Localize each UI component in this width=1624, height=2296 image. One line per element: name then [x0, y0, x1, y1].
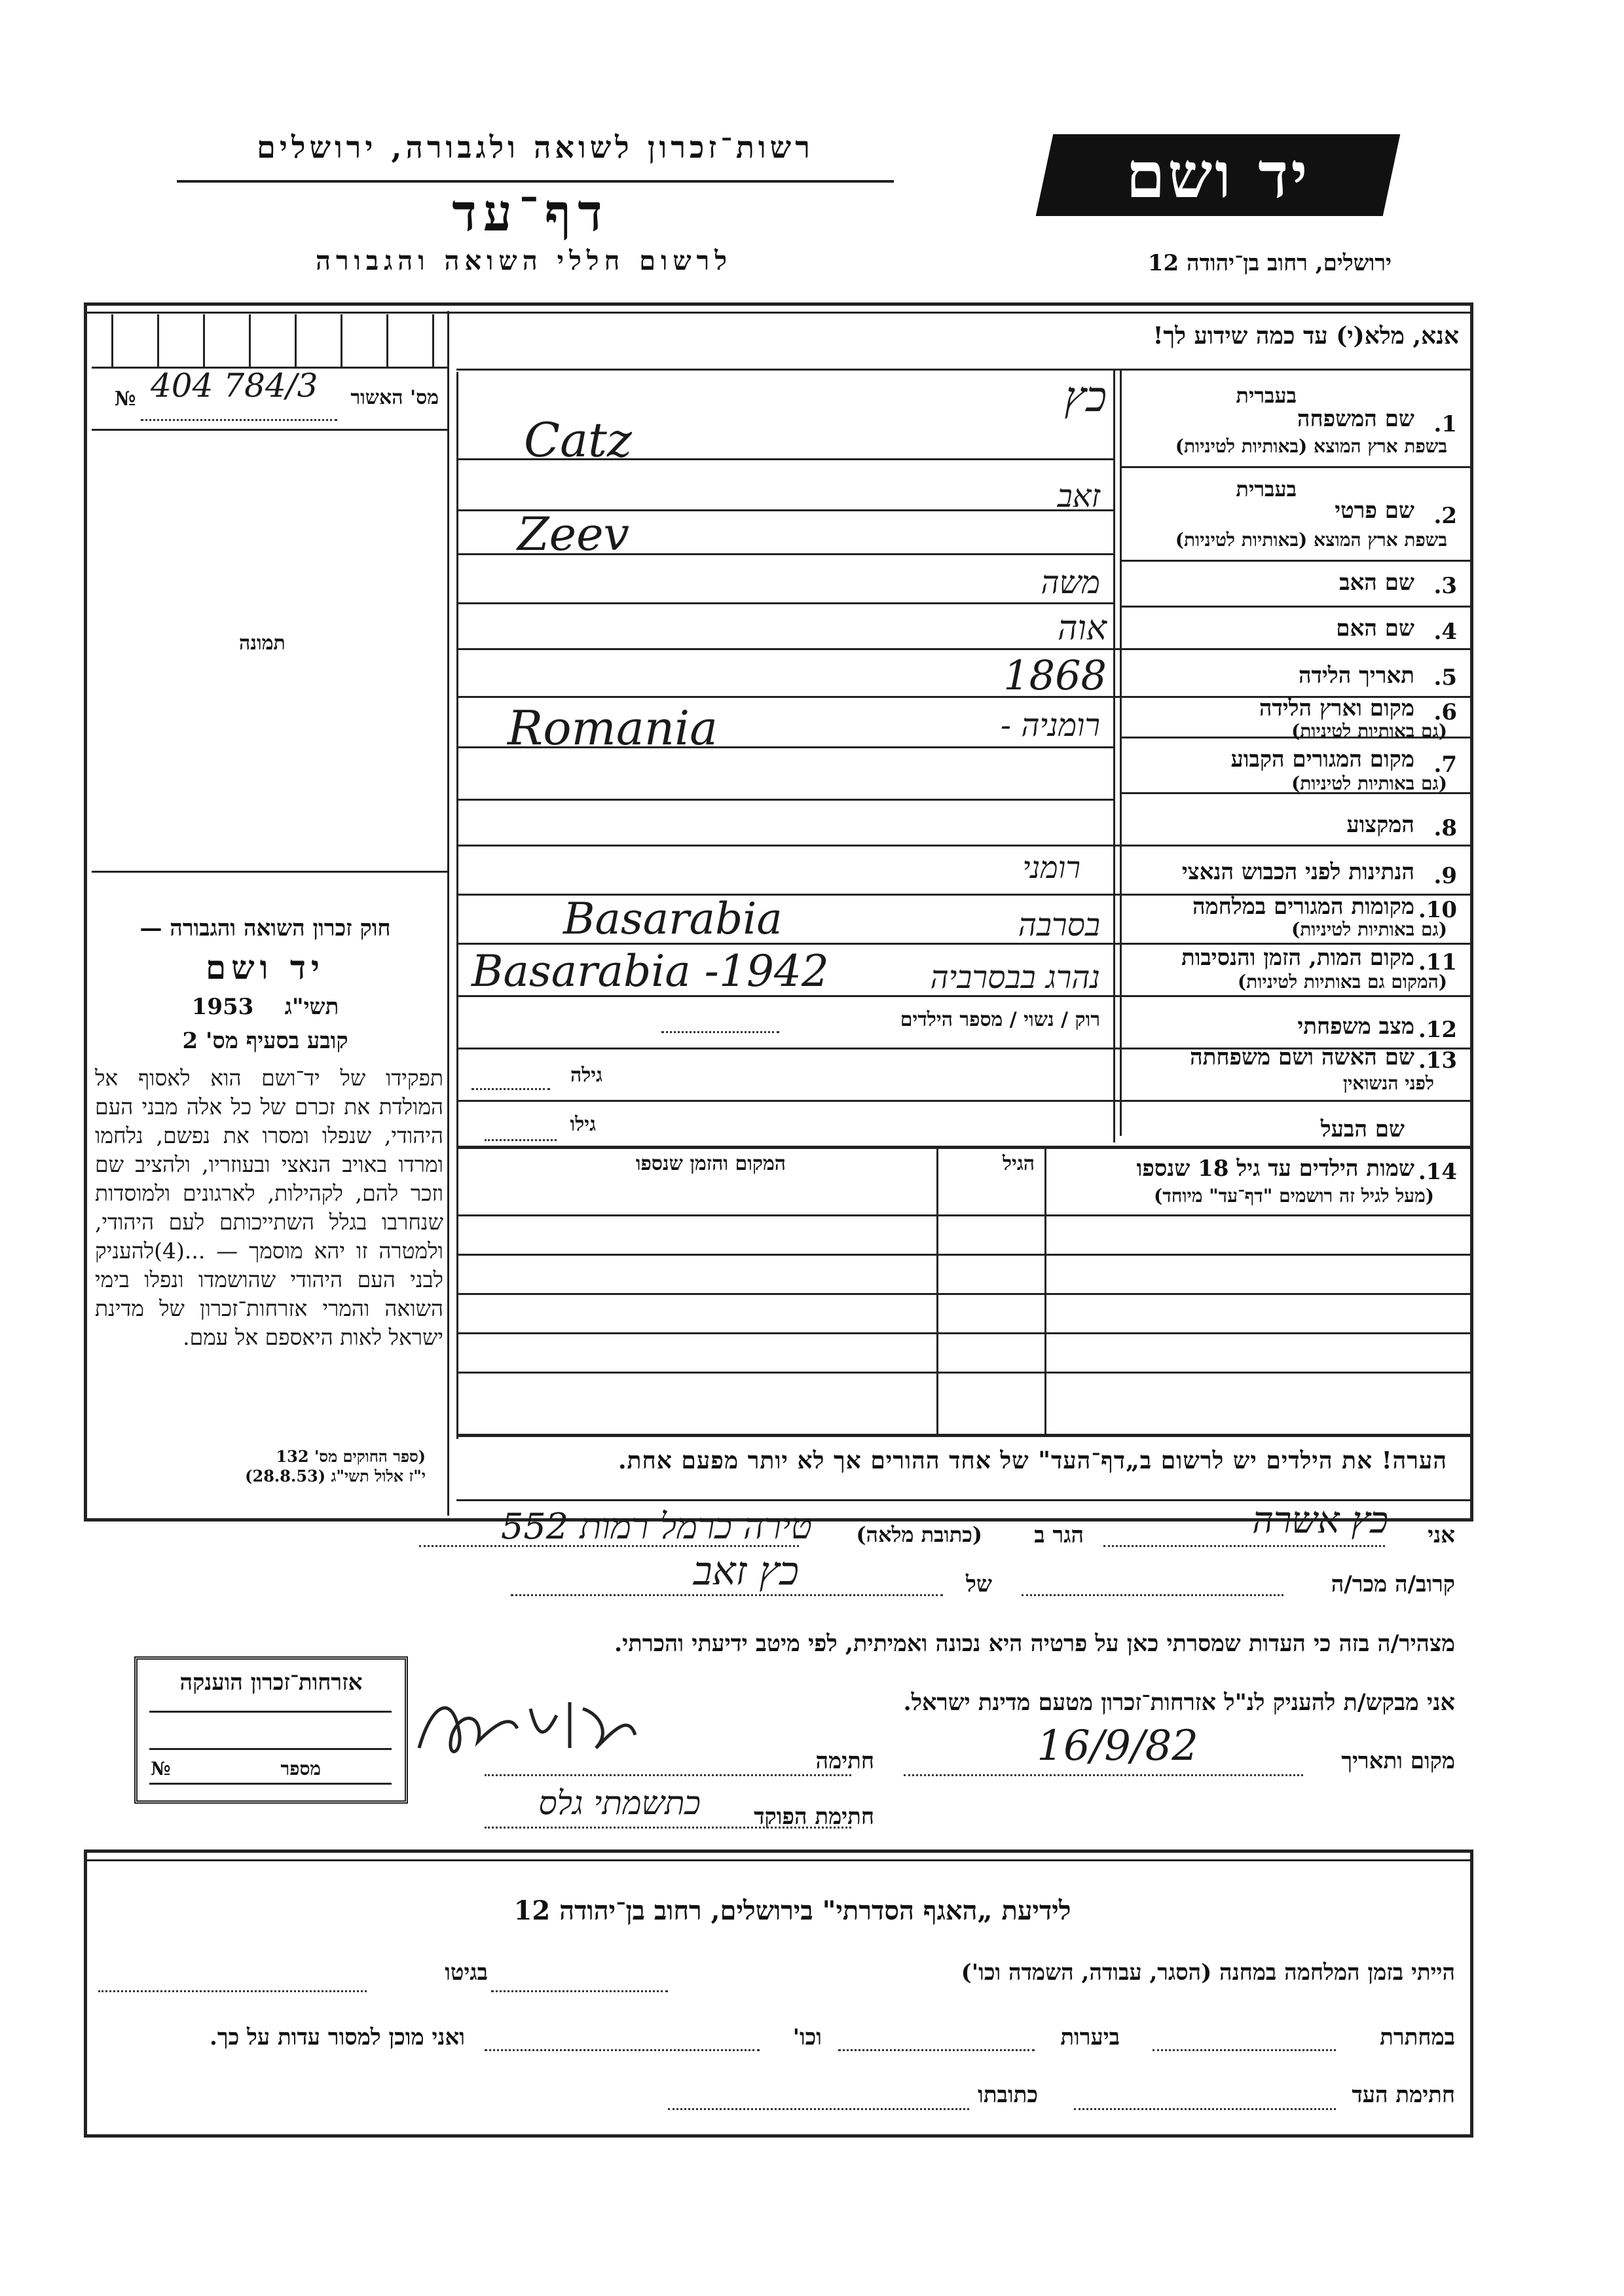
field-7-sub: (גם באותיות לטיניות) [1291, 773, 1447, 794]
approval-dots [141, 419, 337, 421]
field-3-hw[interactable]: משה [1041, 564, 1100, 601]
field-husband-age-dots [485, 1139, 557, 1141]
decl-hw-relative[interactable]: כץ זאב [693, 1548, 799, 1594]
bottom-line2-c: וכו' [792, 2024, 822, 2050]
field-6-label: מקום וארץ הלידה [1259, 695, 1414, 721]
decl-name-line [1103, 1545, 1385, 1547]
law-year [92, 994, 439, 1020]
row-sep [1120, 560, 1473, 562]
field-1-hebrew-tag: בעברית [1236, 383, 1297, 408]
children-row [456, 1214, 1473, 1216]
field-5-number: 5. [1433, 665, 1457, 691]
field-12-number: 12. [1418, 1017, 1457, 1043]
citizenship-line-2 [149, 1748, 392, 1750]
children-row [456, 1254, 1473, 1256]
decl-hw-name[interactable]: כץ אשרה [1252, 1499, 1388, 1542]
field-2-hw-hebrew[interactable]: זאב [1057, 478, 1100, 515]
children-col-place: המקום והזמן שנספו [635, 1152, 786, 1175]
divider-sidebar-2 [456, 372, 458, 1439]
institution-underline [177, 180, 894, 183]
field-11-hw-hebrew[interactable]: נהרג בבסרביה [930, 959, 1100, 996]
field-9-hw[interactable]: רומני [1022, 850, 1080, 885]
row-sep [456, 1100, 1473, 1102]
children-bottom [456, 1434, 1473, 1437]
field-3-label: שם האב [1339, 570, 1414, 596]
field-10-hw-hebrew[interactable]: בסרבה [1018, 907, 1100, 943]
decl-place-date-label: מקום ותאריך [1341, 1748, 1455, 1774]
intro-text: אנא, מלא(י) עד כמה שידוע לך! [1153, 322, 1459, 350]
citizenship-title: אזרחות־זכרון הוענקה [179, 1669, 363, 1696]
children-row [456, 1293, 1473, 1295]
decl-signature-mark[interactable] [406, 1689, 642, 1768]
citizenship-line-3 [149, 1783, 392, 1785]
field-13-number: 13. [1418, 1048, 1457, 1074]
decl-hw-address[interactable]: טירה כרמל רמות 552 [501, 1506, 812, 1547]
institution-name: רשות־זכרון לשואה ולגבורה, ירושלים [257, 130, 814, 165]
field-5-label: תאריך הלידה [1298, 663, 1414, 689]
form-title: דף־עד [452, 183, 609, 243]
bottom-line1-b: בגיטו [445, 1959, 488, 1986]
signature-scribble-icon [406, 1689, 642, 1768]
children-col-div2 [936, 1146, 938, 1434]
field-12-dots [661, 1031, 779, 1033]
approval-label: מס' האשור [350, 386, 439, 409]
approval-boxes [95, 314, 442, 367]
field-8-label: המקצוע [1346, 812, 1414, 838]
law-year-hebrew: תשי"ג [284, 994, 339, 1020]
decl-officer-label: חתימת הפוקד [754, 1804, 874, 1830]
field-11-number: 11. [1418, 949, 1457, 975]
bottom-line2-dots-2 [838, 2049, 1035, 2051]
field-7-number: 7. [1433, 752, 1457, 778]
children-number: 14. [1418, 1159, 1457, 1185]
citizenship-number-label: מספר [280, 1758, 321, 1779]
bottom-line2-a: במחתרת [1380, 2024, 1455, 2050]
logo-text: יד ושם [1126, 138, 1310, 212]
decl-ani: אני [1428, 1522, 1455, 1548]
field-6-hw-hebrew[interactable]: רומניה - [1000, 707, 1100, 744]
decl-statement: מצהיר/ה בזה כי העדות שמסרתי כאן על פרטיה היא נכונה ואמיתית, לפי מיטב ידיעתי והכרתי. [614, 1630, 1455, 1657]
field-1-hw-hebrew[interactable]: כץ [1064, 373, 1107, 422]
field-8-number: 8. [1433, 815, 1457, 841]
citizenship-box [134, 1656, 408, 1804]
divider-labels [1113, 370, 1115, 1142]
field-2-hw-latin[interactable]: Zeev [517, 507, 630, 561]
children-sub: (מעל לגיל זה רושמים "דף־עד" מיוחד) [1154, 1185, 1434, 1207]
yad-vashem-logo [1036, 134, 1401, 216]
bottom-line1-dots [491, 1990, 668, 1992]
field-2-number: 2. [1433, 503, 1457, 529]
field-13-label: שם האשה ושם משפחתה [1190, 1044, 1414, 1070]
field-13-age-dots [471, 1088, 550, 1090]
children-col-age: הגיל [1002, 1152, 1035, 1175]
law-citation-1: (ספר החוקים מס' 132 [276, 1447, 426, 1466]
law-name: יד ושם [206, 948, 325, 987]
field-3-number: 3. [1433, 573, 1457, 599]
field-4-label: שם האם [1336, 615, 1414, 642]
law-body: תפקידו של יד־ושם הוא לאסוף אל המולדת את זכרם של כל אלה מבני העם היהודי, שנפלו ומסרו את נפשם, נלחמו ומרדו באויב הנאצי ובעוזריו, ולהציב שם וזכר להם, לקהילות, לארגונים ולמוסדות שנחרבו בגלל השתייכותם לעם היהודי, ולמטרה זו יהא מוסמך — ...(4)להעניק לבני העם היהודי שהושמדו ונפלו בימי השואה והמרי אזרחות־זכרון של מדינת ישראל לאות היאספם אל עמם. [95, 1065, 443, 1350]
children-label: שמות הילדים עד גיל 18 שנספו [1136, 1156, 1414, 1182]
law-year-number: 1953 [191, 994, 254, 1020]
row-sep [456, 602, 1114, 604]
bottom-line1-dots-2 [98, 1990, 367, 1992]
field-4-hw[interactable]: אוה [1058, 609, 1107, 648]
field-husband-age-label: גילו [570, 1113, 596, 1136]
field-2-sub: בשפת ארץ המוצא (באותיות לטיניות) [1175, 529, 1447, 551]
field-12-label: מצב משפחתי [1297, 1013, 1414, 1040]
row-sep [1120, 606, 1473, 608]
bottom-line2-b: ביערות [1060, 2024, 1120, 2050]
bottom-line3-a: חתימת העד [1352, 2082, 1455, 2108]
children-row [456, 1372, 1473, 1374]
citizenship-line-1 [149, 1711, 392, 1713]
row-sep [456, 799, 1114, 801]
field-5-hw[interactable]: 1868 [1003, 651, 1107, 699]
bottom-line2-d: ואני מוכן למסור עדות על כך. [210, 2024, 465, 2050]
field-7-label: מקום המגורים הקבוע [1230, 746, 1414, 773]
field-1-number: 1. [1433, 411, 1457, 437]
field-11-hw-latin[interactable]: Basarabia -1942 [471, 946, 829, 996]
field-2-label: שם פרטי [1335, 498, 1414, 524]
row-sep [1120, 466, 1473, 468]
field-11-label: מקום המות, הזמן והנסיבות [1181, 945, 1414, 971]
row-sep [456, 648, 1473, 650]
law-title: חוק זכרון השואה והגבורה — [139, 915, 391, 941]
field-13-age-label: גילה [570, 1064, 602, 1087]
decl-resides: הגר ב [1034, 1522, 1084, 1548]
intro-underline [456, 369, 1473, 371]
photo-bottom [92, 871, 449, 873]
bottom-line3-dots-1 [1074, 2108, 1336, 2110]
decl-hw-officer[interactable]: כתשמתי גלס [538, 1784, 701, 1822]
photo-label: תמונה [239, 632, 286, 655]
field-6-hw-latin[interactable]: Romania [507, 701, 718, 756]
form-frame-inner-top [84, 312, 1473, 314]
bottom-title: לידיעת „האגף הסדרתי" בירושלים, רחוב בן־יהודה 12 [513, 1895, 1071, 1926]
field-13-sub: לפני הנשואין [1342, 1072, 1434, 1094]
field-6-number: 6. [1433, 699, 1457, 725]
form-subtitle: לרשום חללי השואה והגבורה [315, 246, 733, 276]
approval-number[interactable]: 404 784/3 [151, 367, 318, 405]
approval-underline [92, 429, 449, 431]
field-husband-label: שם הבעל [1320, 1116, 1405, 1142]
divider-sidebar [447, 311, 449, 1516]
field-9-label: הנתינות לפני הכבוש הנאצי [1181, 859, 1414, 885]
note-text: הערה! את הילדים יש לרשום ב„דף־העד" של אחד ההורים אך לא יותר מפעם אחת. [618, 1447, 1447, 1474]
law-citation-2: י"ז אלול תשי"ג (28.8.53) [245, 1467, 426, 1485]
law-section: קובע בסעיף מס' 2 [182, 1028, 348, 1054]
field-6-sub: (גם באותיות לטיניות) [1291, 720, 1447, 742]
approval-prefix: № [115, 388, 136, 410]
children-row [456, 1332, 1473, 1334]
decl-signature-label: חתימה [815, 1748, 874, 1774]
bottom-line2-dots-1 [1153, 2049, 1336, 2051]
field-9-number: 9. [1433, 863, 1457, 889]
decl-of-line [511, 1594, 943, 1596]
children-top [456, 1146, 1473, 1149]
field-1-label: שם המשפחה [1297, 406, 1414, 432]
decl-relative-label: קרוב/ה מכר/ה [1331, 1571, 1455, 1597]
field-1-hw-latin[interactable]: Catz [524, 412, 632, 467]
divider-labels-b [1120, 370, 1122, 1136]
decl-signature-line [485, 1774, 851, 1776]
decl-request: אני מבקש/ת להעניק לנ"ל אזרחות־זכרון מטעם מדינת ישראל. [903, 1689, 1455, 1716]
address: ירושלים, רחוב בן־יהודה 12 [1147, 250, 1392, 276]
decl-relative-line [1022, 1594, 1283, 1596]
bottom-line1-a: הייתי בזמן המלחמה במחנה (הסגר, עבודה, השמדה וכו') [961, 1959, 1455, 1986]
bottom-line2-dots-3 [485, 2049, 760, 2051]
field-1-sub: בשפת ארץ המוצא (באותיות לטיניות) [1175, 435, 1447, 457]
field-10-sub: (גם באותיות לטיניות) [1291, 919, 1447, 940]
field-10-hw-latin[interactable]: Basarabia [563, 894, 783, 944]
decl-hw-date[interactable]: 16/9/82 [1037, 1722, 1198, 1770]
citizenship-number-prefix: № [151, 1758, 171, 1779]
bottom-line3-b: כתובתו [978, 2082, 1038, 2108]
decl-of: של [966, 1571, 992, 1597]
bottom-line3-dots-2 [668, 2108, 969, 2110]
children-col-div1 [1044, 1146, 1046, 1434]
decl-officer-line [485, 1827, 851, 1829]
row-sep [456, 845, 1473, 847]
field-2-hebrew-tag: בעברית [1236, 477, 1297, 501]
field-12-options: רוק / נשוי / מספר הילדים [900, 1008, 1100, 1031]
field-4-number: 4. [1433, 619, 1457, 645]
decl-address-label: (כתובת מלאה) [856, 1522, 982, 1547]
decl-date-line [904, 1774, 1303, 1776]
field-11-sub: (המקום גם באותיות לטיניות) [1237, 971, 1447, 993]
field-10-number: 10. [1418, 897, 1457, 923]
field-10-label: מקומות המגורים במלחמה [1192, 894, 1414, 920]
bottom-frame [84, 1850, 1473, 2138]
